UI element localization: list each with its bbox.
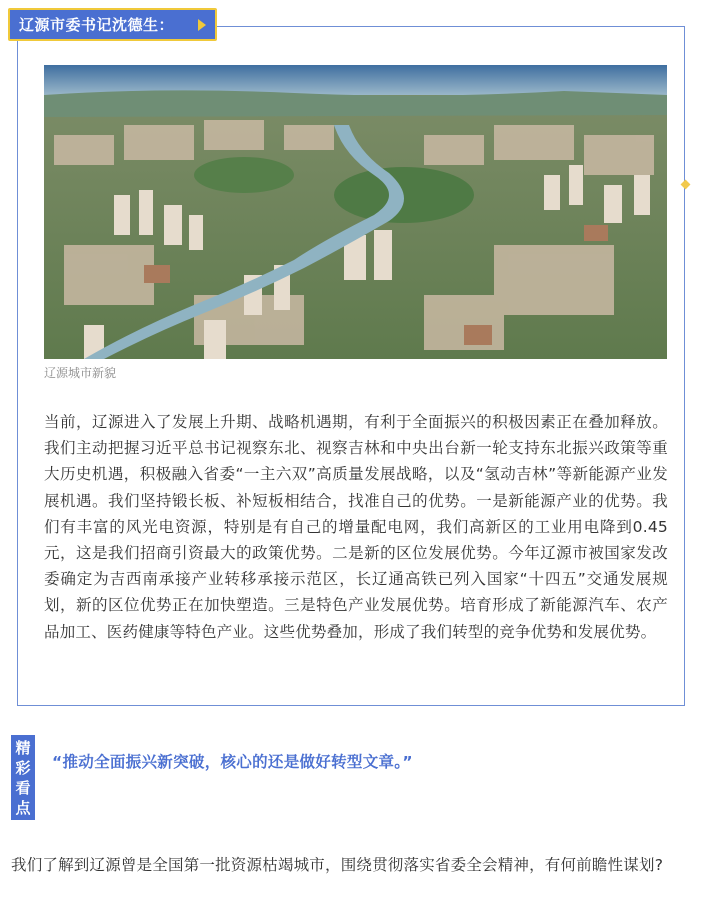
question-paragraph: 我们了解到辽源曾是全国第一批资源枯竭城市，围绕贯彻落实省委全会精神，有何前瞻性谋划?: [11, 856, 664, 874]
highlight-label-char: 点: [15, 798, 31, 817]
article-paragraph: 当前，辽源进入了发展上升期、战略机遇期，有利于全面振兴的积极因素正在叠加释放。我们主动把握习近平总书记视察东北、视察吉林和中央出台新一轮支持东北振兴政策等重大历史机遇，积极融入省委“一主六双”高质量发展战略，以及“氢动吉林”等新能源产业发展机遇。我们坚持锻长板、补短板相结合，找准自己的优势。一是新能源产业的优势。我们有丰富的风光电资源，特别是有自己的增量配电网，我们高新区的工业用电降到0.45元，这是我们招商引资最大的政策优势。二是新的区位发展优势。今年辽源市被国家发改委确定为吉西南承接产业转移承接示范区，长辽通高铁已列入国家“十四五”交通发展规划，新的区位优势正在加快塑造。三是特色产业发展优势。培育形成了新能源汽车、农产品加工、医药健康等特色产业。这些优势叠加，形成了我们转型的竞争优势和发展优势。: [44, 413, 668, 641]
highlight-quote: “推动全面振兴新突破，核心的还是做好转型文章。”: [52, 753, 413, 771]
header-title: 辽源市委书记沈德生：: [19, 16, 175, 34]
city-photo: [44, 65, 667, 359]
highlight-label-char: 精: [15, 738, 31, 757]
highlight-label-char: 看: [15, 778, 31, 797]
header-tag: [8, 8, 217, 41]
highlight-label: [11, 735, 35, 820]
header-arrow-icon: [191, 13, 213, 36]
highlight-label-char: 彩: [15, 758, 31, 777]
photo-caption: 辽源城市新貌: [44, 366, 117, 380]
